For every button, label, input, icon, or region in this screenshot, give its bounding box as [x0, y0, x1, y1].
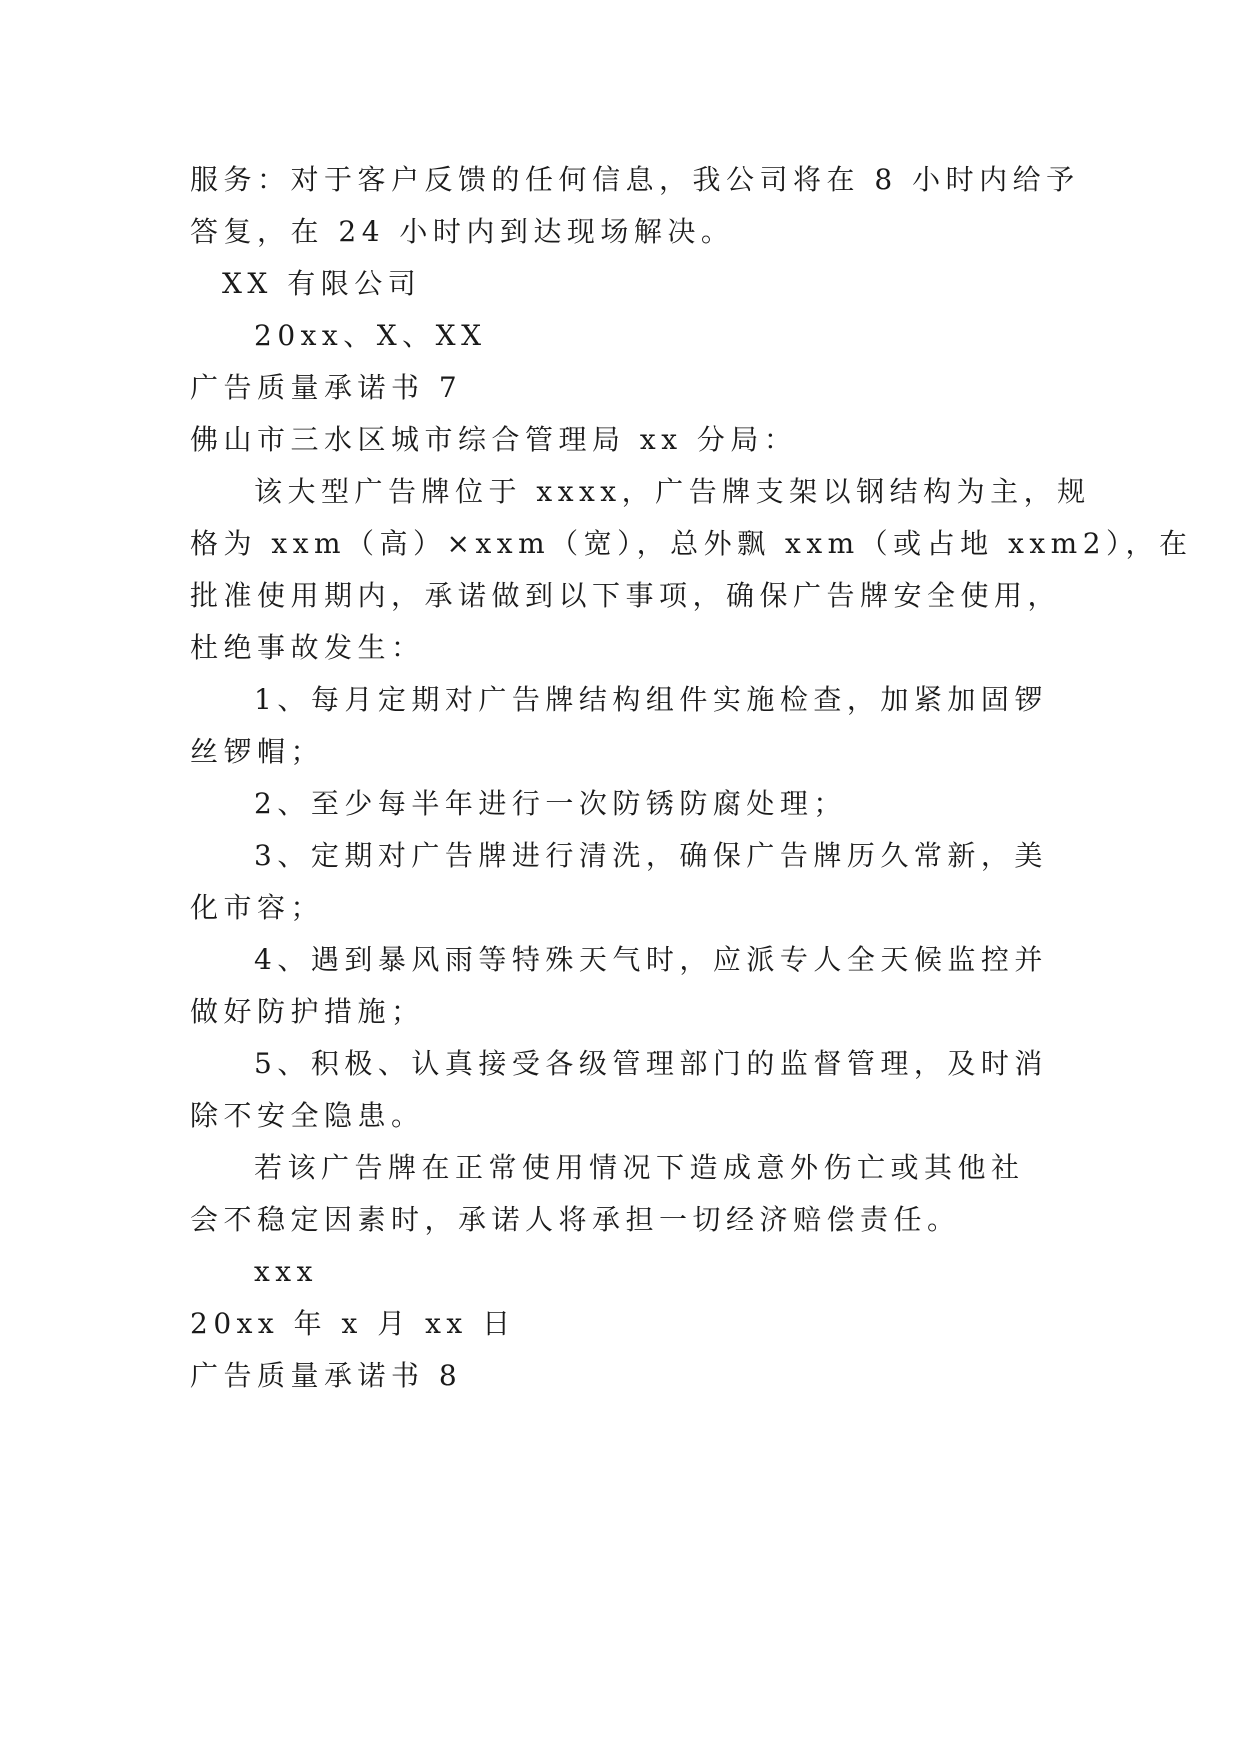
signature-date: 20xx、X、XX — [254, 319, 487, 352]
list-item: 2、至少每半年进行一次防锈防腐处理； — [254, 787, 847, 820]
list-item-continuation: 丝锣帽； — [190, 735, 325, 768]
section-title: 广告质量承诺书 7 — [190, 371, 463, 404]
signature-date: 20xx 年 x 月 xx 日 — [190, 1307, 516, 1340]
list-item-continuation: 除不安全隐患。 — [190, 1099, 425, 1132]
list-item: 5、积极、认真接受各级管理部门的监督管理，及时消 — [254, 1047, 1048, 1080]
paragraph-line: 格为 xxm（高）×xxm（宽），总外飘 xxm（或占地 xxm2），在 — [190, 527, 1193, 560]
paragraph-line: 会不稳定因素时，承诺人将承担一切经济赔偿责任。 — [190, 1203, 961, 1236]
paragraph-line: 答复，在 24 小时内到达现场解决。 — [190, 215, 735, 248]
paragraph-line: 杜绝事故发生： — [190, 631, 425, 664]
list-item: 1、每月定期对广告牌结构组件实施检查，加紧加固锣 — [254, 683, 1048, 716]
list-item: 4、遇到暴风雨等特殊天气时，应派专人全天候监控并 — [254, 943, 1048, 976]
addressee: 佛山市三水区城市综合管理局 xx 分局： — [190, 423, 798, 456]
company-signature: XX 有限公司 — [222, 267, 422, 300]
section-title: 广告质量承诺书 8 — [190, 1359, 463, 1392]
paragraph-line: 该大型广告牌位于 xxxx，广告牌支架以钢结构为主，规 — [254, 475, 1091, 508]
list-item-continuation: 化市容； — [190, 891, 325, 924]
list-item-continuation: 做好防护措施； — [190, 995, 425, 1028]
paragraph-line: 服务：对于客户反馈的任何信息，我公司将在 8 小时内给予 — [190, 163, 1080, 196]
signer-name: xxx — [254, 1255, 318, 1288]
paragraph-line: 若该广告牌在正常使用情况下造成意外伤亡或其他社 — [254, 1151, 1025, 1184]
paragraph-line: 批准使用期内，承诺做到以下事项，确保广告牌安全使用， — [190, 579, 1062, 612]
list-item: 3、定期对广告牌进行清洗，确保广告牌历久常新，美 — [254, 839, 1048, 872]
